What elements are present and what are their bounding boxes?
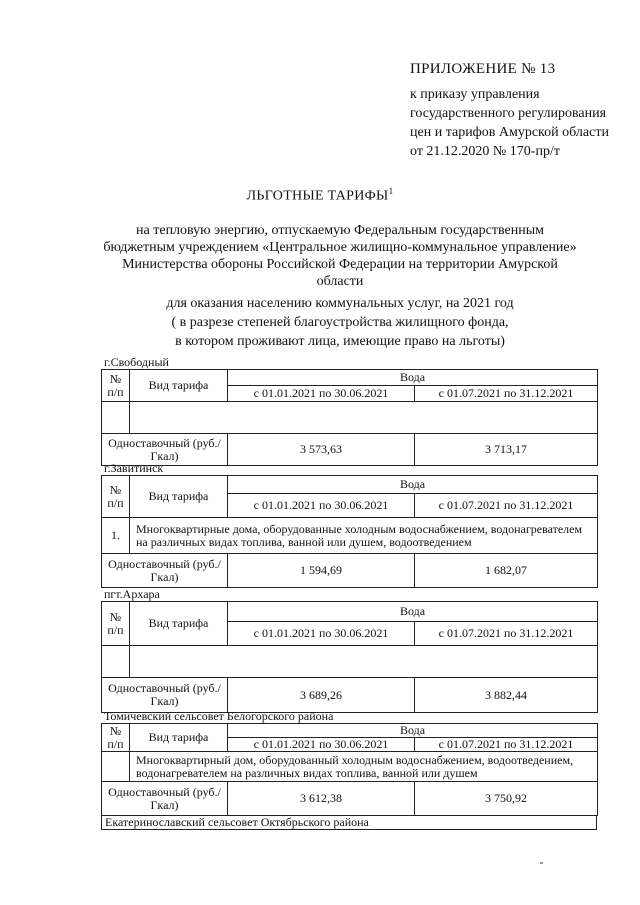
location-row-table	[101, 815, 597, 830]
row-number: 1.	[102, 518, 130, 554]
header-tariff-type: Вид тарифа	[130, 602, 228, 646]
row-description	[130, 646, 598, 678]
header-period-2: с 01.07.2021 по 31.12.2021	[415, 494, 598, 518]
header-group: Вода	[228, 602, 598, 622]
header-group: Вода	[228, 476, 598, 494]
header-num: № п/п	[102, 370, 130, 402]
appendix-line: от 21.12.2020 № 170-пр/т	[410, 144, 560, 159]
row-number	[102, 646, 130, 678]
header-period-1: с 01.01.2021 по 30.06.2021	[228, 738, 415, 752]
rate-label: Одноставочный (руб./Гкал)	[102, 782, 228, 816]
section-location: г.Свободный	[104, 355, 169, 369]
appendix-line: государственного регулирования	[410, 106, 607, 121]
section-location: пгт.Архара	[104, 587, 160, 601]
header-period-1: с 01.01.2021 по 30.06.2021	[228, 494, 415, 518]
row-description: Многоквартирные дома, оборудованные холодным водоснабжением, водонагревателем на различных видах топлива, ванной или душем, водоотведением	[130, 518, 598, 554]
rate-label: Одноставочный (руб./Гкал)	[102, 554, 228, 588]
document-subtitle: на тепловую энергию, отпускаемую Федеральным государственным бюджетным учреждением «Центральное жилищно-коммунальное управление» Министерства обороны Российской Федерации на территории Амурской области	[103, 223, 577, 289]
header-period-2: с 01.07.2021 по 31.12.2021	[415, 386, 598, 402]
purpose-line: в котором проживают лица, имеющие право на льготы)	[175, 334, 505, 349]
purpose-line: ( в разрезе степеней благоустройства жилищного фонда,	[171, 315, 509, 330]
tariff-table	[101, 601, 598, 713]
scan-mark	[540, 862, 543, 864]
header-period-2: с 01.07.2021 по 31.12.2021	[415, 622, 598, 646]
header-group: Вода	[228, 724, 598, 738]
section-location: Томичевский сельсовет Белогорского района	[104, 709, 334, 723]
tariff-table	[101, 369, 598, 466]
price-period-2: 3 750,92	[415, 782, 598, 816]
row-description: Многоквартирный дом, оборудованный холодным водоснабжением, водоотведением, водонагревателем на различных видах топлива, ванной или душем	[130, 752, 598, 782]
document-purpose	[130, 294, 550, 351]
appendix-line: цен и тарифов Амурской области	[410, 125, 609, 140]
appendix-block	[410, 60, 638, 161]
row-number	[102, 402, 130, 434]
document-title	[0, 186, 640, 205]
rate-label: Одноставочный (руб./Гкал)	[102, 434, 228, 466]
row-number	[102, 752, 130, 782]
price-period-1: 1 594,69	[228, 554, 415, 588]
header-period-1: с 01.01.2021 по 30.06.2021	[228, 386, 415, 402]
header-period-1: с 01.01.2021 по 30.06.2021	[228, 622, 415, 646]
document-title-text: ЛЬГОТНЫЕ ТАРИФЫ	[246, 188, 389, 204]
header-num: № п/п	[102, 602, 130, 646]
price-period-1: 3 689,26	[228, 678, 415, 713]
section-location: Екатеринославский сельсовет Октябрьского района	[102, 816, 597, 830]
price-period-2: 3 713,17	[415, 434, 598, 466]
appendix-title: ПРИЛОЖЕНИЕ № 13	[410, 61, 556, 77]
header-period-2: с 01.07.2021 по 31.12.2021	[415, 738, 598, 752]
row-description	[130, 402, 598, 434]
price-period-2: 1 682,07	[415, 554, 598, 588]
price-period-1: 3 573,63	[228, 434, 415, 466]
header-tariff-type: Вид тарифа	[130, 724, 228, 752]
rate-label: Одноставочный (руб./Гкал)	[102, 678, 228, 713]
section-location: г.Завитинск	[104, 461, 164, 475]
footnote-mark: 1	[388, 186, 394, 196]
purpose-line: для оказания населению коммунальных услуг, на 2021 год	[166, 296, 514, 311]
header-num: № п/п	[102, 476, 130, 518]
header-tariff-type: Вид тарифа	[130, 476, 228, 518]
header-num: № п/п	[102, 724, 130, 752]
header-tariff-type: Вид тарифа	[130, 370, 228, 402]
header-group: Вода	[228, 370, 598, 386]
price-period-2: 3 882,44	[415, 678, 598, 713]
tariff-table	[101, 723, 598, 816]
price-period-1: 3 612,38	[228, 782, 415, 816]
tariff-table	[101, 475, 598, 588]
appendix-line: к приказу управления	[410, 87, 540, 102]
